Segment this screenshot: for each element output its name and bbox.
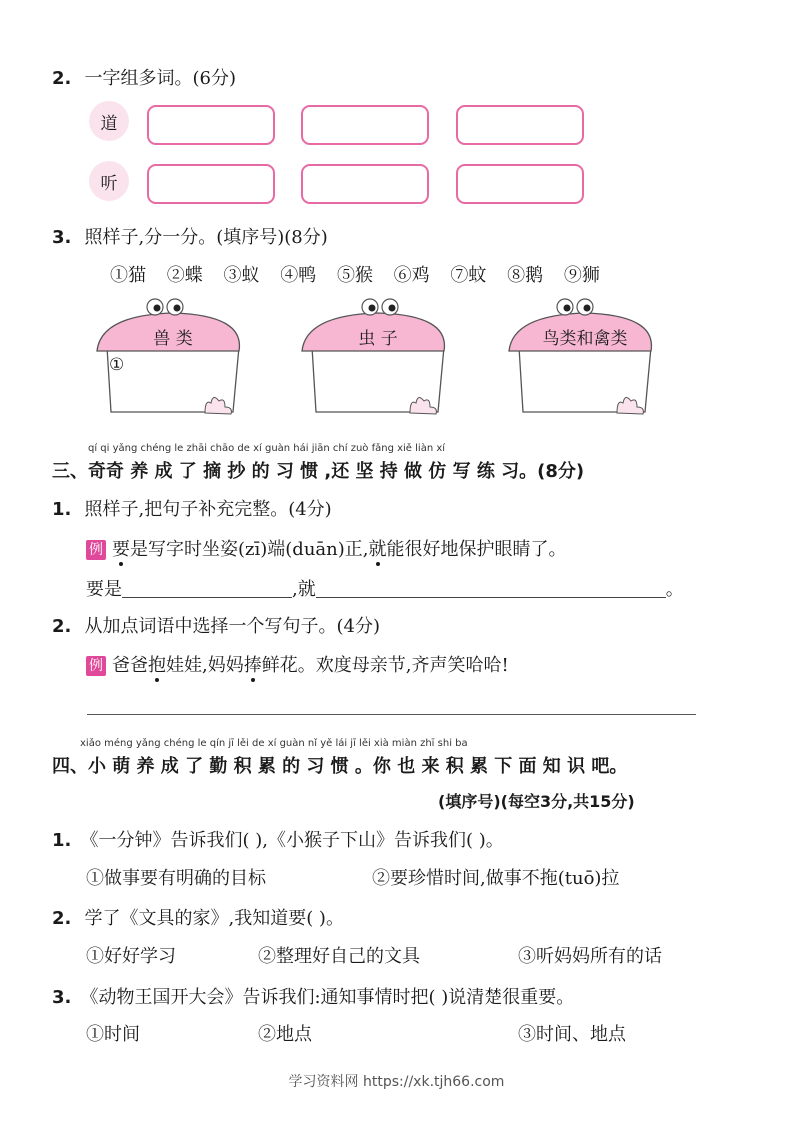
option-8: ⑧鹅 bbox=[507, 265, 544, 286]
sec3-q2-example bbox=[86, 651, 509, 677]
sec3-q1-number: 1. bbox=[52, 499, 72, 520]
sec3-q2-number: 2. bbox=[52, 616, 72, 637]
sec4-q3-opt1: ①时间 bbox=[86, 1024, 140, 1045]
basket-content-beasts: ① bbox=[109, 355, 125, 375]
sec3-title: 三、奇奇 养 成 了 摘 抄 的 习 惯 ,还 坚 持 做 仿 写 练 习。(8分) bbox=[52, 461, 585, 482]
fill-prefix: 要是 bbox=[86, 579, 122, 600]
sec4-q2-text: 学了《文具的家》,我知道要( )。 bbox=[84, 908, 344, 929]
sec4-q1-number: 1. bbox=[52, 830, 72, 851]
sec4-q2-number: 2. bbox=[52, 908, 72, 929]
word-box-dao-3[interactable] bbox=[456, 105, 584, 145]
sec4-q2 bbox=[52, 904, 344, 930]
fill-mid: ,就 bbox=[292, 579, 316, 600]
option-3: ③蚁 bbox=[223, 265, 260, 286]
sec3-q1-text: 照样子,把句子补充完整。(4分) bbox=[84, 499, 332, 520]
example-badge: 例 bbox=[86, 540, 106, 560]
basket-birds[interactable] bbox=[505, 297, 665, 417]
q2-header bbox=[52, 64, 236, 90]
sec4-pinyin: xiǎo méng yǎng chéng le qín jī lěi de xí guàn nǐ yě lái jī lěi xià miàn zhī shi ba bbox=[80, 738, 468, 749]
answer-line[interactable] bbox=[87, 714, 696, 715]
option-5: ⑤猴 bbox=[336, 265, 373, 286]
option-6: ⑥鸡 bbox=[393, 265, 430, 286]
basket-icon bbox=[298, 297, 458, 419]
option-7: ⑦蚊 bbox=[450, 265, 487, 286]
sec3-q1-example bbox=[86, 535, 567, 561]
basket-icon bbox=[505, 297, 665, 419]
example-dotted-yao: 要 bbox=[112, 539, 130, 560]
example2-text-c: 鲜花。欢度母亲节,齐声笑哈哈! bbox=[261, 655, 509, 676]
word-box-dao-2[interactable] bbox=[301, 105, 429, 145]
sec4-q3-number: 3. bbox=[52, 987, 72, 1008]
sec4-score: (填序号)(每空3分,共15分) bbox=[438, 792, 635, 811]
sec4-q1-opt1: ①做事要有明确的目标 bbox=[86, 868, 266, 889]
q3-header bbox=[52, 223, 328, 249]
q3-text: 照样子,分一分。(填序号)(8分) bbox=[84, 227, 328, 248]
word-box-dao-1[interactable] bbox=[147, 105, 275, 145]
option-4: ④鸭 bbox=[280, 265, 317, 286]
basket-beasts[interactable] bbox=[93, 297, 253, 417]
char-ting: 听 bbox=[100, 173, 118, 194]
char-circle-dao bbox=[89, 101, 129, 141]
footer-watermark: 学习资料网 https://xk.tjh66.com bbox=[288, 1074, 505, 1090]
fill-blank-2[interactable] bbox=[316, 579, 666, 598]
char-circle-ting bbox=[89, 161, 129, 201]
example2-dotted-bao: 抱 bbox=[148, 655, 166, 676]
example2-dotted-peng: 捧 bbox=[243, 655, 262, 676]
sec3-q1-header bbox=[52, 495, 332, 521]
example2-text-a: 爸爸 bbox=[112, 655, 148, 676]
char-dao: 道 bbox=[100, 113, 118, 134]
sec4-q1-text: 《一分钟》告诉我们( ),《小猴子下山》告诉我们( )。 bbox=[80, 830, 504, 851]
sec4-q2-opt1: ①好好学习 bbox=[86, 946, 176, 967]
q3-options bbox=[110, 261, 600, 287]
sec3-q2-text: 从加点词语中选择一个写句子。(4分) bbox=[84, 616, 380, 637]
basket-title-birds: 鸟类和禽类 bbox=[542, 329, 628, 349]
example2-text-b: 娃娃,妈妈 bbox=[166, 655, 244, 676]
sec4-q3-opt2: ②地点 bbox=[258, 1024, 312, 1045]
example-text-a: 是写字时坐姿(zī)端(duān)正, bbox=[130, 539, 369, 560]
sec3-pinyin: qí qi yǎng chéng le zhāi chāo de xí guàn hái jiān chí zuò fǎng xiě liàn xí bbox=[88, 443, 446, 454]
option-9: ⑨狮 bbox=[563, 265, 600, 286]
sec3-q2-header bbox=[52, 612, 380, 638]
word-box-ting-1[interactable] bbox=[147, 164, 275, 204]
example-dotted-jiu: 就 bbox=[368, 539, 387, 560]
sec4-q2-opt2: ②整理好自己的文具 bbox=[258, 946, 420, 967]
sec4-q3-opt3: ③时间、地点 bbox=[518, 1024, 626, 1045]
basket-title-beasts: 兽 类 bbox=[153, 329, 193, 349]
sec4-title: 四、小 萌 养 成 了 勤 积 累 的 习 惯 。你 也 来 积 累 下 面 知 识 吧。 bbox=[52, 756, 628, 777]
option-1: ①猫 bbox=[110, 265, 146, 286]
sec4-q3-text: 《动物王国开大会》告诉我们:通知事情时把( )说清楚很重要。 bbox=[80, 987, 575, 1008]
sec4-q2-opt3: ③听妈妈所有的话 bbox=[518, 946, 662, 967]
q2-text: 一字组多词。(6分) bbox=[84, 68, 236, 89]
basket-insects[interactable] bbox=[298, 297, 458, 417]
fill-blank-1[interactable] bbox=[122, 579, 292, 598]
sec4-q3 bbox=[52, 983, 574, 1009]
sec4-q1 bbox=[52, 826, 504, 852]
word-box-ting-3[interactable] bbox=[456, 164, 584, 204]
option-2: ②蝶 bbox=[166, 265, 203, 286]
example-text-b: 能很好地保护眼睛了。 bbox=[386, 539, 567, 560]
fill-end: 。 bbox=[665, 579, 684, 600]
example-badge: 例 bbox=[86, 656, 106, 676]
sec4-q1-opt2: ②要珍惜时间,做事不拖(tuō)拉 bbox=[372, 868, 620, 889]
sec3-q1-fill bbox=[86, 575, 684, 601]
q3-number: 3. bbox=[52, 227, 72, 248]
basket-title-insects: 虫 子 bbox=[358, 329, 398, 349]
word-box-ting-2[interactable] bbox=[301, 164, 429, 204]
q2-number: 2. bbox=[52, 68, 72, 89]
